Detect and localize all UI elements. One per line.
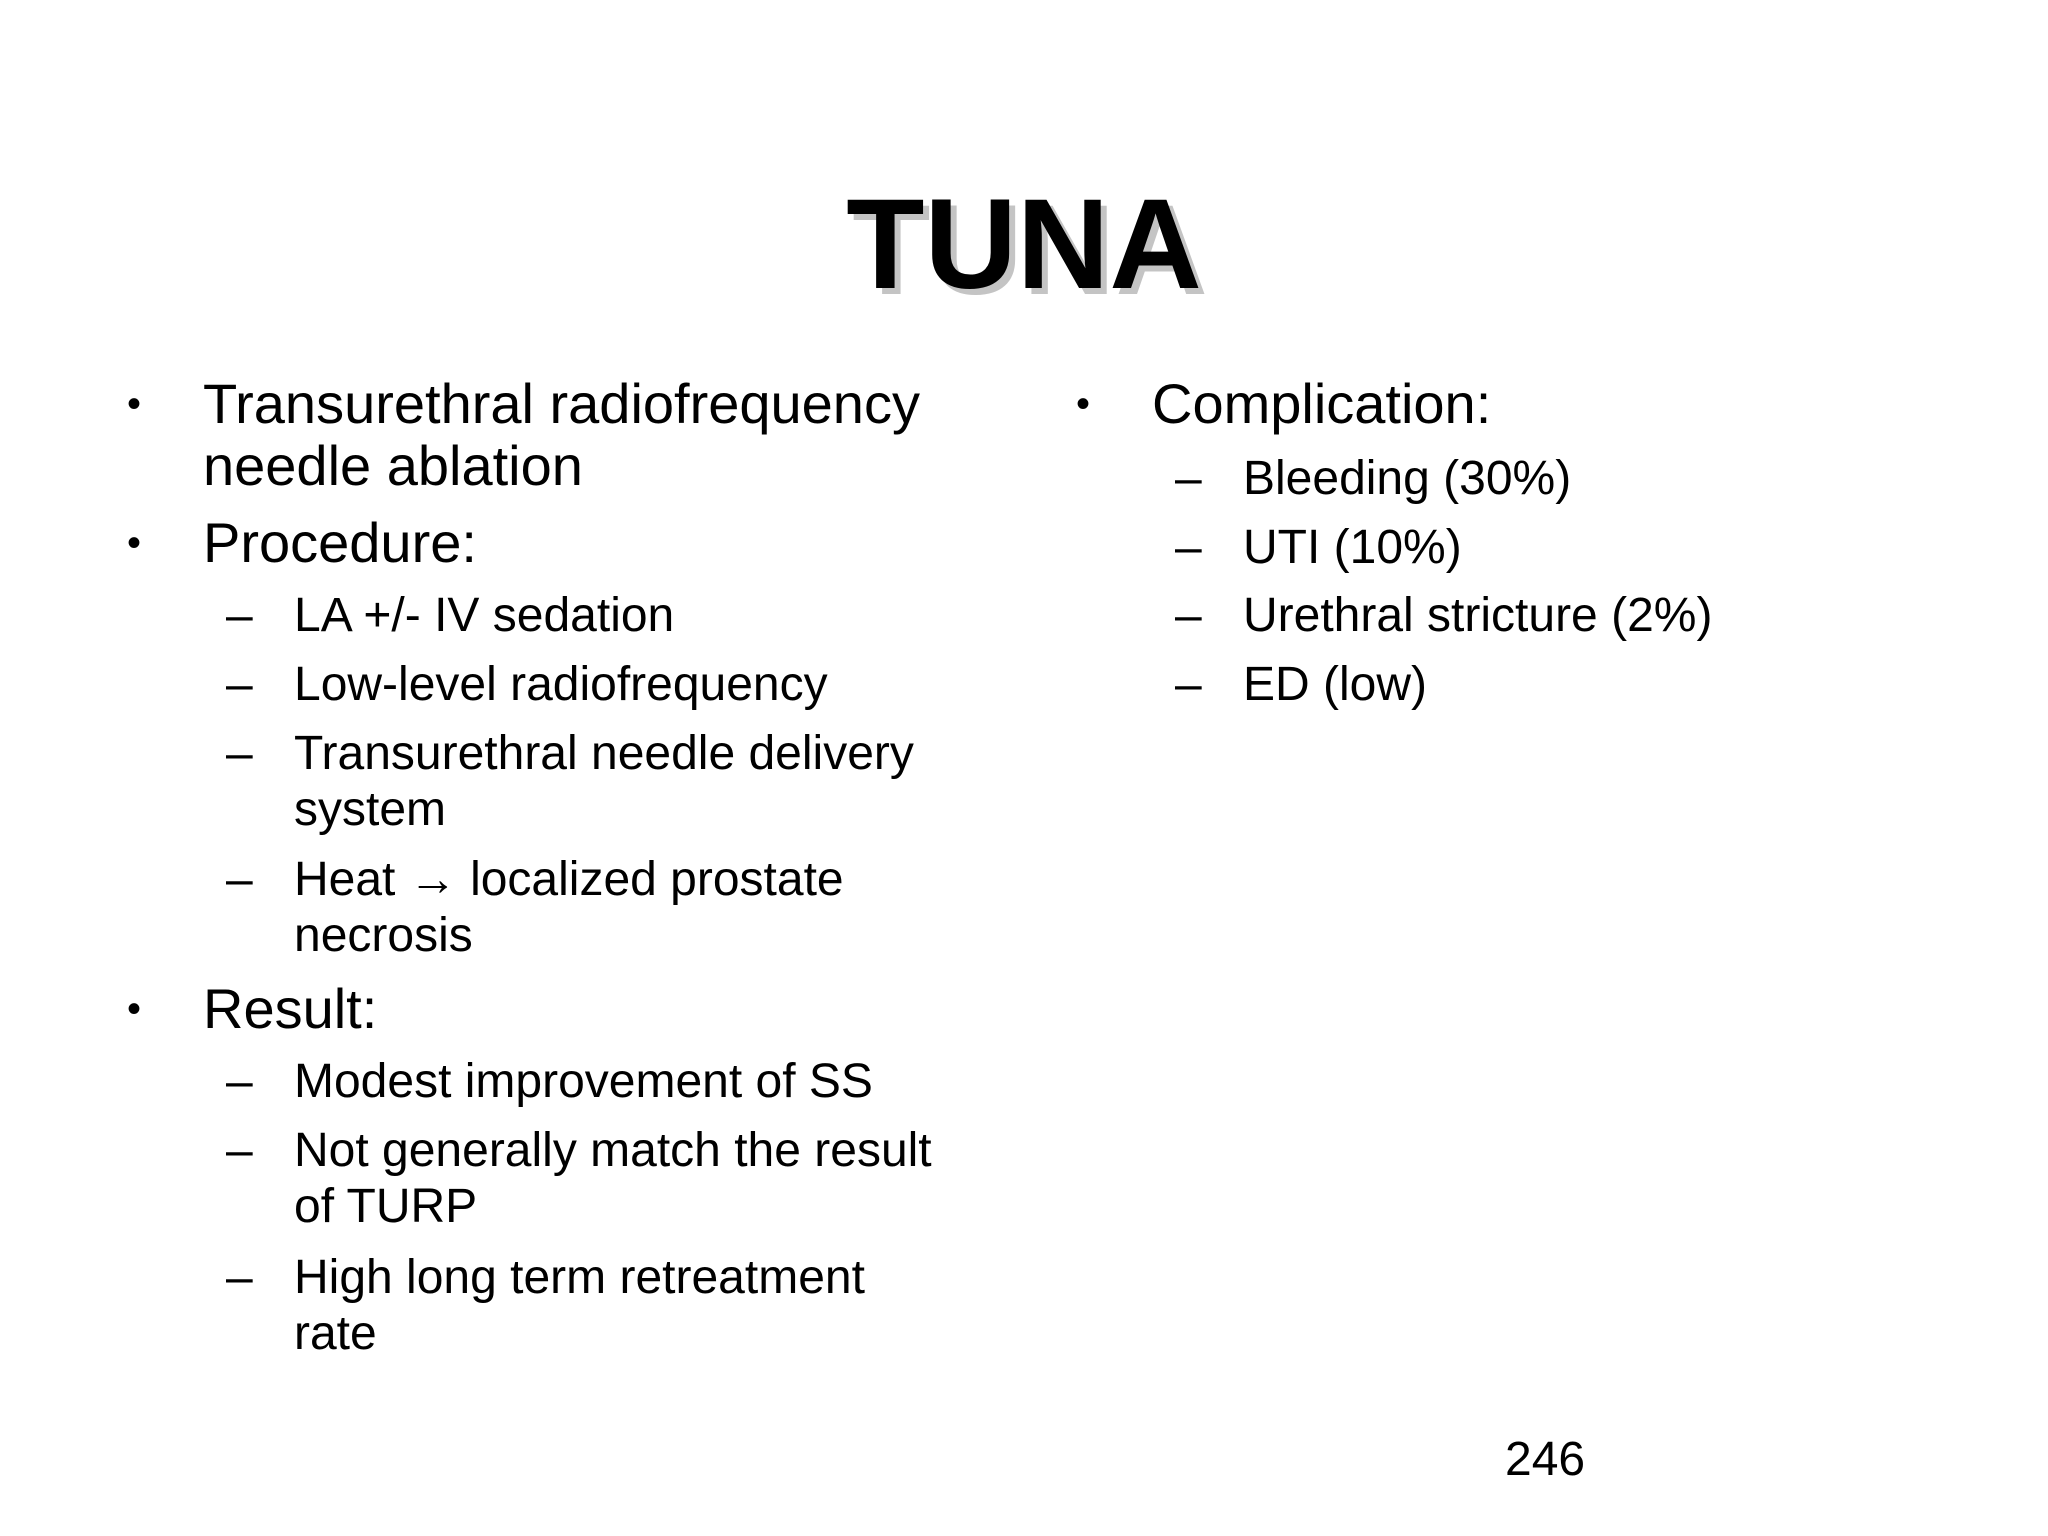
result-item-text: High long term retreatment: [294, 1251, 865, 1304]
dash-icon: –: [226, 853, 253, 906]
bullet-text: Result:: [203, 977, 378, 1040]
page-number: 246: [1505, 1433, 1586, 1486]
result-item-text: Not generally match the result: [294, 1124, 932, 1177]
procedure-item-text: Low-level radiofrequency: [294, 658, 828, 711]
dash-icon: –: [226, 658, 253, 711]
procedure-item-text-cont: necrosis: [294, 909, 473, 962]
bullet-text-cont: needle ablation: [203, 434, 583, 497]
result-item-text-cont: of TURP: [294, 1180, 478, 1233]
complication-item-text: UTI (10%): [1243, 521, 1462, 574]
bullet-icon: •: [127, 521, 142, 565]
procedure-item-text-cont: system: [294, 783, 447, 836]
bullet-icon: •: [1076, 382, 1091, 426]
bullet-text: Transurethral radiofrequency: [203, 372, 920, 435]
procedure-item-text: LA +/- IV sedation: [294, 589, 675, 642]
dash-icon: –: [226, 589, 253, 642]
result-item-text-cont: rate: [294, 1307, 377, 1360]
dash-icon: –: [226, 1055, 253, 1108]
bullet-text: Complication:: [1152, 372, 1492, 435]
dash-icon: –: [1175, 521, 1202, 574]
bullet-icon: •: [127, 987, 142, 1031]
dash-icon: –: [1175, 589, 1202, 642]
bullet-icon: •: [127, 382, 142, 426]
dash-icon: –: [226, 727, 253, 780]
complication-item-text: Bleeding (30%): [1243, 452, 1572, 505]
dash-icon: –: [1175, 658, 1202, 711]
bullet-text: Procedure:: [203, 511, 477, 574]
dash-icon: –: [226, 1124, 253, 1177]
complication-item-text: ED (low): [1243, 658, 1428, 711]
result-item-text: Modest improvement of SS: [294, 1055, 873, 1108]
slide-title: TUNA: [846, 173, 1202, 316]
procedure-item-text: Heat → localized prostate: [294, 853, 844, 906]
dash-icon: –: [226, 1251, 253, 1304]
complication-item-text: Urethral stricture (2%): [1243, 589, 1713, 642]
procedure-item-text: Transurethral needle delivery: [294, 727, 914, 780]
dash-icon: –: [1175, 452, 1202, 505]
